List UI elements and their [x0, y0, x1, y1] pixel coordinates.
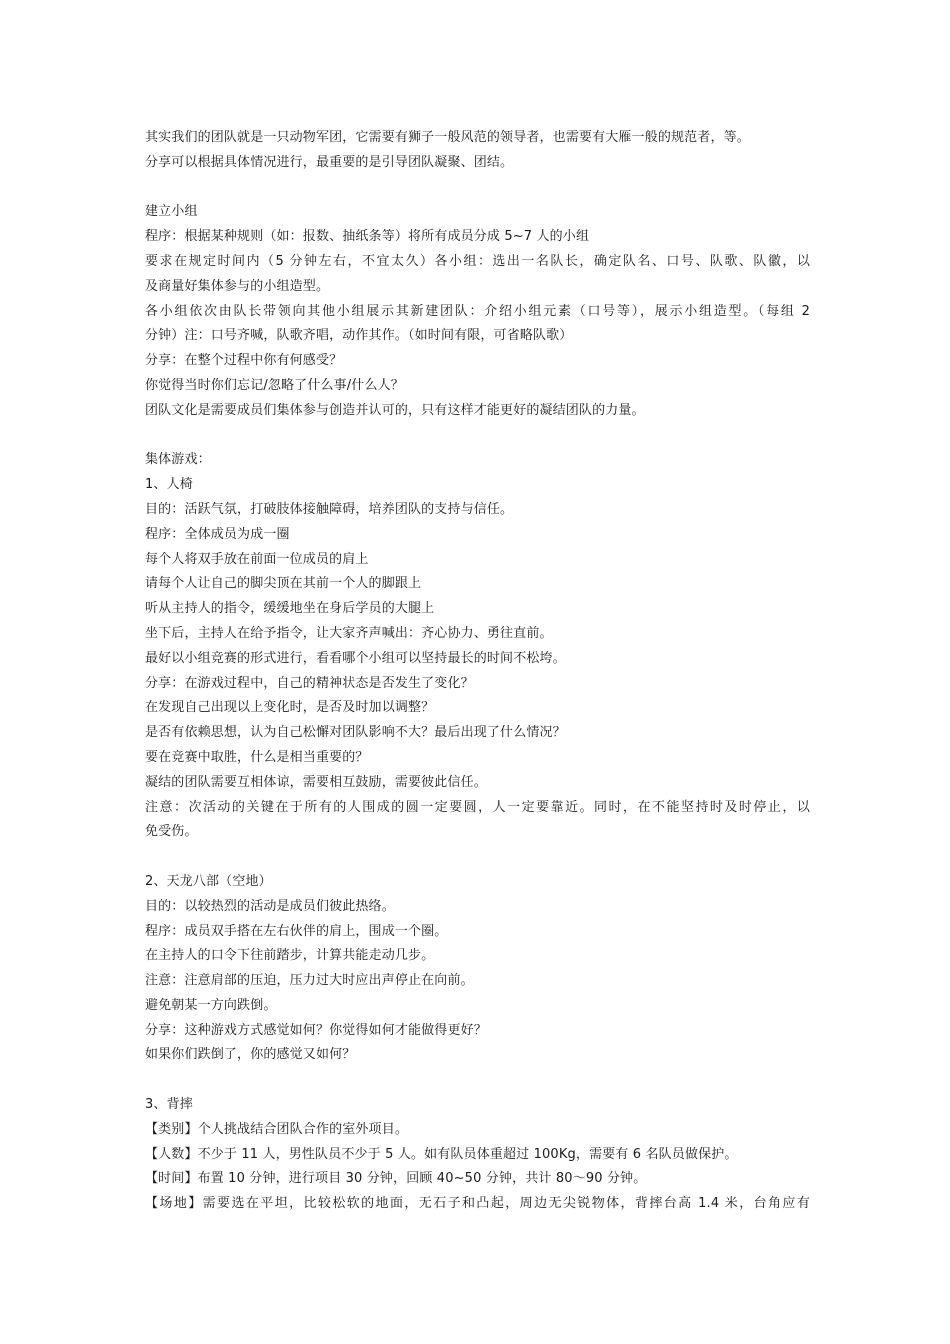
paragraph-line: 【时间】布置 10 分钟，进行项目 30 分钟，回顾 40~50 分钟，共计 80～90 分钟。: [145, 1171, 647, 1187]
section-heading: 建立小组: [145, 204, 198, 220]
paragraph-line: 各小组依次由队长带领向其他小组展示其新建团队：介绍小组元素（口号等），展示小组造型。（每组 2: [145, 303, 810, 319]
game-title: 2、天龙八部（空地）: [145, 873, 272, 889]
paragraph-line: 是否有依赖思想，认为自己松懈对团队影响不大？最后出现了什么情况？: [145, 725, 566, 741]
paragraph-line: 注意：注意肩部的压迫，压力过大时应出声停止在向前。: [145, 973, 474, 989]
paragraph-line: 【类别】个人挑战结合团队合作的室外项目。: [145, 1121, 409, 1137]
spacer: [145, 1068, 810, 1093]
spacer: [145, 845, 810, 870]
game-title: 3、背摔: [145, 1097, 193, 1113]
paragraph-line: 要求在规定时间内（5 分钟左右，不宜太久）各小组：选出一名队长，确定队名、口号、队歌、队徽，以: [145, 253, 810, 269]
paragraph-line: 目的：以较热烈的活动是成员们彼此热络。: [145, 898, 395, 914]
paragraph-line: 目的：活跃气氛，打破肢体接触障碍，培养团队的支持与信任。: [145, 501, 514, 517]
spacer: [145, 176, 810, 201]
paragraph-line: 如果你们跌倒了，你的感觉又如何？: [145, 1047, 356, 1063]
paragraph-line: 在主持人的口令下往前踏步，计算共能走动几步。: [145, 948, 435, 964]
paragraph-line: 在发现自己出现以上变化时，是否及时加以调整？: [145, 700, 435, 716]
paragraph-line: 程序：全体成员为成一圈: [145, 526, 290, 542]
paragraph-line: 注意：次活动的关键在于所有的人围成的圆一定要圆，人一定要靠近。同时，在不能坚持时及时停止，以: [145, 799, 810, 815]
paragraph-line: 每个人将双手放在前面一位成员的肩上: [145, 551, 369, 567]
paragraph-line: 最好以小组竞赛的形式进行，看看哪个小组可以坚持最长的时间不松垮。: [145, 650, 566, 666]
paragraph-line: 分享：在整个过程中你有何感受？: [145, 353, 343, 369]
spacer: [145, 424, 810, 449]
section-heading: 集体游戏：: [145, 452, 211, 468]
paragraph-line: 听从主持人的指令，缓缓地坐在身后学员的大腿上: [145, 601, 435, 617]
intro-line: 其实我们的团队就是一只动物军团，它需要有狮子一般风范的领导者，也需要有大雁一般的规范者，等。: [145, 130, 750, 145]
paragraph-line: 你觉得当时你们忘记/忽略了什么事/什么人？: [145, 377, 404, 393]
paragraph-line: 凝结的团队需要互相体谅，需要相互鼓励，需要彼此信任。: [145, 774, 487, 790]
paragraph-line: 免受伤。: [145, 824, 198, 840]
paragraph-line: 程序：根据某种规则（如：报数、抽纸条等）将所有成员分成 5~7 人的小组: [145, 229, 590, 245]
paragraph-line: 团队文化是需要成员们集体参与创造并认可的，只有这样才能更好的凝结团队的力量。: [145, 402, 645, 418]
paragraph-line: 避免朝某一方向跌倒。: [145, 997, 277, 1013]
paragraph-line: 【场地】需要选在平坦，比较松软的地面，无石子和凸起，周边无尖锐物体，背摔台高 1.4 米，台角应有: [145, 1196, 810, 1212]
paragraph-line: 坐下后，主持人在给予指令，让大家齐声喊出：齐心协力、勇往直前。: [145, 625, 553, 641]
paragraph-line: 分享：在游戏过程中，自己的精神状态是否发生了变化？: [145, 675, 474, 691]
paragraph-line: 及商量好集体参与的小组造型。: [145, 278, 330, 294]
paragraph-line: 分享：这种游戏方式感觉如何？你觉得如何才能做得更好？: [145, 1022, 487, 1038]
document-page: [145, 126, 810, 1217]
paragraph-line: 【人数】不少于 11 人，男性队员不少于 5 人。如有队员体重超过 100Kg，需要有 6 名队员做保护。: [145, 1146, 738, 1162]
paragraph-line: 要在竞赛中取胜，什么是相当重要的？: [145, 749, 369, 765]
paragraph-line: 程序：成员双手搭在左右伙伴的肩上，围成一个圈。: [145, 923, 448, 939]
paragraph-line: 请每个人让自己的脚尖顶在其前一个人的脚跟上: [145, 576, 422, 592]
paragraph-line: 分钟）注：口号齐喊，队歌齐唱，动作其作。（如时间有限，可省略队歌）: [145, 328, 573, 344]
game-title: 1、人椅: [145, 477, 193, 493]
intro-line: 分享可以根据具体情况进行，最重要的是引导团队凝聚、团结。: [145, 154, 514, 170]
